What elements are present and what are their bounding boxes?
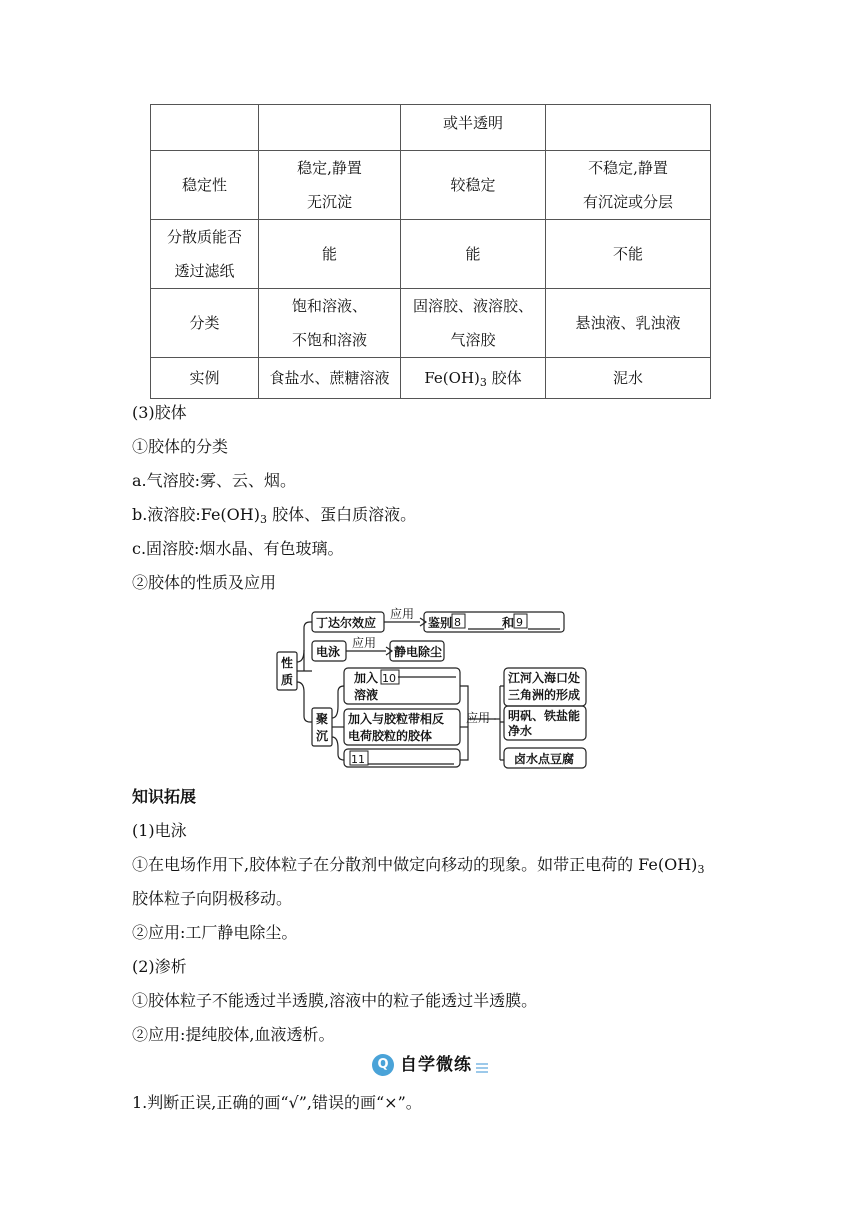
cell-line: 分散质能否 xyxy=(166,228,242,246)
paragraph: b.液溶胶$:Fe(OH)_3$ 胶体、蛋白质溶液。 xyxy=(132,505,417,526)
colloid-properties-diagram xyxy=(274,606,594,772)
result-label: 三角洲的形成 xyxy=(508,688,581,702)
paragraph: a.气溶胶:雾、云、烟。 xyxy=(132,471,297,490)
table-cell xyxy=(401,289,546,358)
table-cell xyxy=(259,289,401,358)
table-cell: 能 xyxy=(259,220,401,289)
table-cell: 食盐水、蔗糖溶液 xyxy=(259,358,401,399)
blank-number: 11 xyxy=(351,753,365,766)
blank-number: 8 xyxy=(454,616,461,629)
result-label: 净水 xyxy=(508,724,533,738)
cell-line: 不稳定,静置 xyxy=(588,159,668,177)
subheading: ①胶体的分类 xyxy=(132,437,229,456)
section-heading: (3)胶体 xyxy=(132,403,187,422)
table-cell: 分类 xyxy=(151,289,259,358)
comparison-table xyxy=(150,104,711,399)
table-row xyxy=(151,151,711,220)
result-label: 明矾、铁盐能 xyxy=(508,709,581,723)
table-cell xyxy=(546,151,711,220)
table-cell xyxy=(546,105,711,151)
electrophoresis-label: 电泳 xyxy=(316,645,341,659)
subheading: ②胶体的性质及应用 xyxy=(132,573,277,592)
table-row xyxy=(151,289,711,358)
search-icon: Q xyxy=(372,1054,394,1076)
table-cell xyxy=(259,105,401,151)
stripes-decoration xyxy=(476,1063,488,1075)
root-label: 质 xyxy=(281,673,294,687)
coag-label: 沉 xyxy=(316,729,329,743)
dust-label: 静电除尘 xyxy=(394,645,443,659)
cell-line: 饱和溶液、 xyxy=(291,297,367,315)
table-cell: $Fe(OH)_3$ 胶体 xyxy=(401,358,546,399)
paragraph: ①在电场作用下,胶体粒子在分散剂中做定向移动的现象。如带正电荷的 $Fe(OH)_3$ xyxy=(132,855,705,876)
result-label: 卤水点豆腐 xyxy=(514,752,575,766)
root-label: 性 xyxy=(281,656,294,670)
cell-line: 透过滤纸 xyxy=(174,262,235,280)
table-cell: 泥水 xyxy=(546,358,711,399)
table-cell: 或半透明 xyxy=(401,105,546,151)
cell-line: 无沉淀 xyxy=(306,193,352,211)
result-label: 江河入海口处 xyxy=(508,671,581,685)
table-cell: 实例 xyxy=(151,358,259,399)
add-label: 加入 xyxy=(354,671,379,685)
cell-line: 固溶胶、液溶胶、 xyxy=(412,297,533,315)
solution-label: 溶液 xyxy=(354,688,379,702)
cell-line: 气溶胶 xyxy=(450,331,496,349)
table-cell: 能 xyxy=(401,220,546,289)
table-row xyxy=(151,220,711,289)
apply-label: 应用 xyxy=(352,636,377,650)
opposite-charge-label: 加入与胶粒带相反 xyxy=(348,712,445,726)
table-cell xyxy=(151,105,259,151)
paragraph: 胶体粒子向阴极移动。 xyxy=(132,889,293,908)
subheading: (1)电泳 xyxy=(132,821,187,840)
table-cell: 不能 xyxy=(546,220,711,289)
cell-line: 稳定,静置 xyxy=(297,159,362,177)
blank-number: 10 xyxy=(382,672,396,685)
table-cell: 稳定性 xyxy=(151,151,259,220)
paragraph: c.固溶胶:烟水晶、有色玻璃。 xyxy=(132,539,344,558)
subheading: (2)渗析 xyxy=(132,957,187,976)
tyndall-label: 丁达尔效应 xyxy=(316,616,377,630)
table-cell: 悬浊液、乳浊液 xyxy=(546,289,711,358)
table-row xyxy=(151,105,711,151)
table-row xyxy=(151,358,711,399)
coag-label: 聚 xyxy=(316,712,329,726)
and-label: 和 xyxy=(502,616,515,630)
section-heading: 知识拓展 xyxy=(132,787,197,806)
badge-label: 自学微练 xyxy=(400,1055,472,1075)
apply-label: 应用 xyxy=(466,711,491,725)
identify-label: 鉴别 xyxy=(428,616,453,630)
paragraph: ①胶体粒子不能透过半透膜,溶液中的粒子能透过半透膜。 xyxy=(132,991,538,1010)
table-cell xyxy=(151,220,259,289)
question: 1.判断正误,正确的画“√”,错误的画“×”。 xyxy=(132,1093,422,1112)
self-study-badge xyxy=(372,1053,488,1077)
cell-line: 不饱和溶液 xyxy=(291,331,367,349)
table-cell xyxy=(259,151,401,220)
table-cell: 较稳定 xyxy=(401,151,546,220)
paragraph: ②应用:工厂静电除尘。 xyxy=(132,923,298,942)
paragraph: ②应用:提纯胶体,血液透析。 xyxy=(132,1025,335,1044)
cell-line: 有沉淀或分层 xyxy=(582,193,673,211)
opposite-charge-label: 电荷胶粒的胶体 xyxy=(348,729,433,743)
apply-label: 应用 xyxy=(390,607,415,621)
blank-number: 9 xyxy=(516,616,523,629)
